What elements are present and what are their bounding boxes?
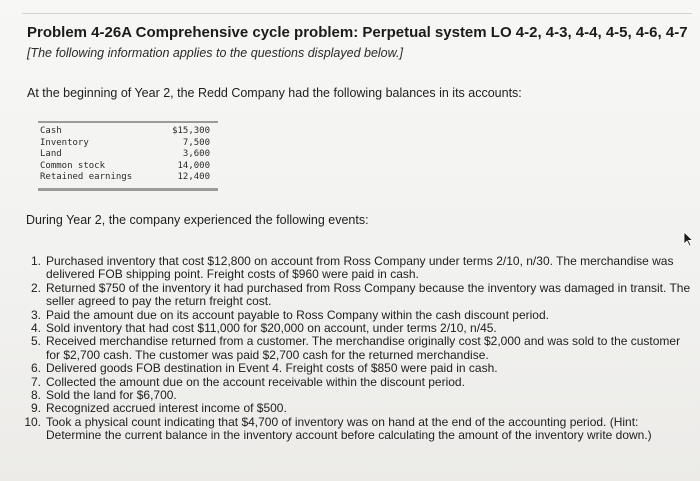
balance-amount: 7,500 <box>182 137 210 148</box>
balance-account: Common stock <box>40 160 106 171</box>
balance-account: Land <box>40 149 62 159</box>
event-text: Paid the amount due on its account payable to Ross Company within the cash discount period. <box>46 307 549 322</box>
event-number: 7. <box>30 374 41 389</box>
balance-account: Retained earnings <box>40 172 133 182</box>
events-intro-text: During Year 2, the company experienced the following events: <box>26 213 369 227</box>
list-item <box>22 362 700 375</box>
balance-amount: 12,400 <box>177 172 210 182</box>
list-item <box>22 416 700 443</box>
list-item <box>22 376 700 389</box>
intro-text: At the beginning of Year 2, the Redd Company had the following balances in its accounts: <box>27 86 522 100</box>
balance-row <box>38 161 218 173</box>
event-number: 4. <box>30 321 41 336</box>
event-text: Took a physical count indicating that $4,700 of inventory was on hand at the end of the accounting period. (Hint: Determine the current balance in the inventory account before calculating the amount of the inventory write down.) <box>46 414 652 443</box>
event-text: Received merchandise returned from a customer. The merchandise originally cost $2,000 and was sold to the customer for $2,700 cash. The customer was paid $2,700 cash for the returned merchandise. <box>46 334 681 362</box>
balance-row <box>38 138 218 150</box>
balance-account: Cash <box>40 126 62 136</box>
event-text: Returned $750 of the inventory it had purchased from Ross Company because the inventory was damaged in transit. The seller agreed to pay the return freight cost. <box>46 280 691 309</box>
event-text: Recognized accrued interest income of $500. <box>46 401 287 416</box>
event-number: 1. <box>30 254 41 268</box>
problem-title: Problem 4-26A Comprehensive cycle problem: Perpetual system LO 4-2, 4-3, 4-4, 4-5, 4-6, 4-7 <box>27 24 688 41</box>
list-item <box>22 402 700 415</box>
list-item <box>22 322 700 335</box>
events-list <box>22 255 700 443</box>
event-text: Delivered goods FOB destination in Event 4. Freight costs of $850 were paid in cash. <box>46 361 498 376</box>
event-number: 9. <box>30 401 41 416</box>
list-item <box>22 309 700 322</box>
balance-amount: 14,000 <box>177 160 210 171</box>
list-item <box>22 282 700 309</box>
list-item <box>22 389 700 402</box>
problem-subtitle: [The following information applies to the questions displayed below.] <box>27 46 403 60</box>
event-number: 5. <box>30 334 41 349</box>
balance-row <box>38 126 218 138</box>
list-item <box>22 255 700 282</box>
mouse-pointer-icon <box>681 231 693 247</box>
event-text: Sold inventory that had cost $11,000 for $20,000 on account, under terms 2/10, n/45. <box>46 321 497 336</box>
event-text: Sold the land for $6,700. <box>46 388 177 403</box>
beginning-balances-table <box>38 121 218 191</box>
event-number: 10. <box>24 414 41 429</box>
event-text: Collected the amount due on the account receivable within the discount period. <box>46 374 465 389</box>
balance-amount: 3,600 <box>182 149 210 159</box>
event-number: 6. <box>30 361 41 376</box>
balance-account: Inventory <box>40 137 89 148</box>
list-item <box>22 335 700 362</box>
event-text: Purchased inventory that cost $12,800 on account from Ross Company under terms 2/10, n/30. The merchandise was delivered FOB shipping point. Freight costs of $960 were paid in cash. <box>46 254 674 282</box>
balance-row <box>38 149 218 161</box>
balance-amount: $15,300 <box>172 126 210 136</box>
event-number: 3. <box>30 307 41 322</box>
event-number: 8. <box>30 388 41 403</box>
event-number: 2. <box>30 280 41 295</box>
top-divider <box>22 13 692 14</box>
balance-row <box>38 172 218 184</box>
